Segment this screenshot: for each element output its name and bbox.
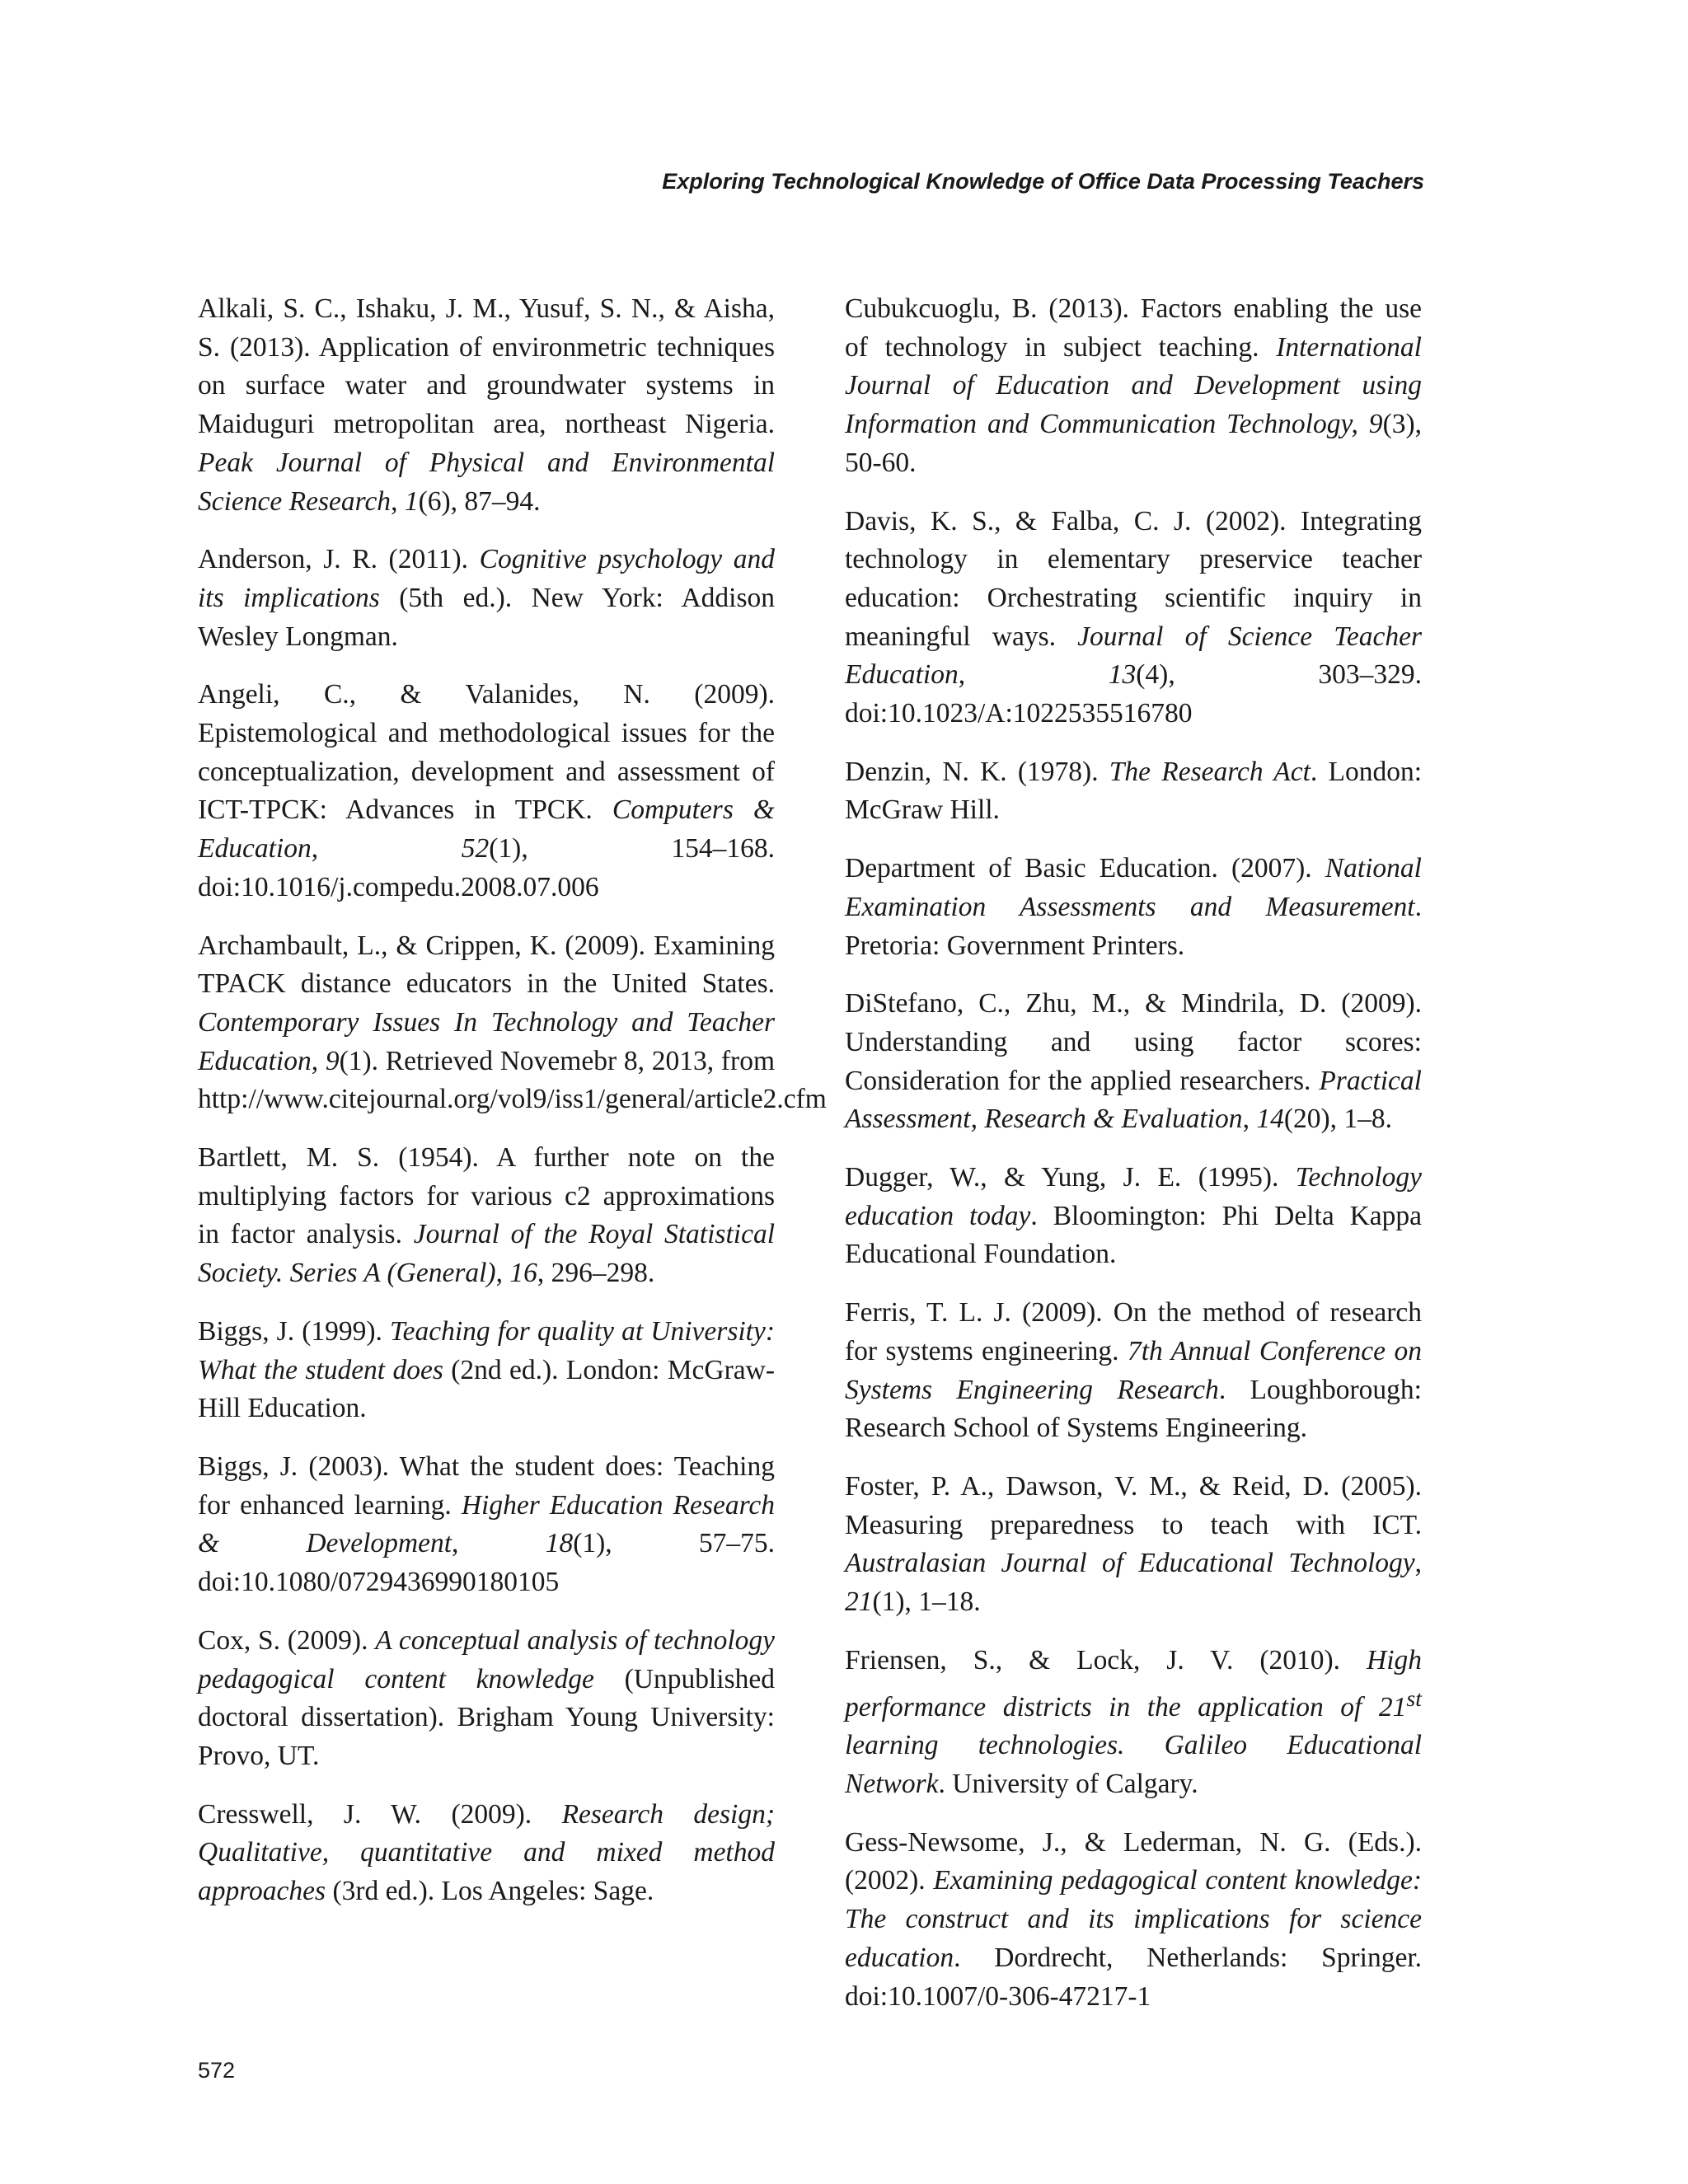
reference-column-left [198, 290, 827, 1931]
italic-title: 18 [545, 1528, 574, 1559]
italic-title: Cognitive psychology and its implications [198, 544, 775, 613]
italic-title: National Examination Assessments and Measurement [845, 853, 1422, 922]
italic-title: Australasian Journal of Educational Technology [845, 1548, 1415, 1579]
italic-title: Contemporary Issues In Technology and Teacher Education, 9 [198, 1006, 775, 1076]
italic-title: Computers & Education [198, 794, 775, 865]
italic-title: Higher Education Research & Development [198, 1489, 775, 1559]
reference-entry: Angeli, C., & Valanides, N. (2009). Epistemological and methodological issues for the conceptualization, development and assessment of ICT-TPCK: Advances in TPCK. Computers & Education, 52(1), 154–168. doi:10.1016/j.compedu.2008.07.006 [198, 679, 776, 902]
italic-title: 16 [509, 1258, 537, 1289]
italic-title: Examining pedagogical content knowledge: The construct and its implications for science education [845, 1865, 1422, 1973]
italic-title: Journal of Science Teacher Education [845, 621, 1422, 691]
italic-title: learning technologies. Galileo Educational Network [845, 1730, 1422, 1800]
italic-title: High performance districts in the application of 21 [845, 1644, 1422, 1722]
superscript-text: st [1406, 1685, 1422, 1712]
italic-title: Technology education today [845, 1162, 1422, 1231]
italic-title: The Research Act [1109, 756, 1311, 787]
reference-entry: Biggs, J. (1999). Teaching for quality at University: What the student does (2nd ed.). London: McGraw-Hill Education. [198, 1315, 775, 1424]
reference-entry: Biggs, J. (2003). What the student does: Teaching for enhanced learning. Higher Education Research & Development, 18(1), 57–75. doi:10.1080/0729436990180105 [198, 1451, 776, 1598]
reference-entry: Ferris, T. L. J. (2009). On the method of research for systems engineering. 7th Annual Conference on Systems Engineering Research. Loughborough: Research School of Systems Engineering. [845, 1297, 1422, 1444]
italic-title: 52 [461, 833, 490, 865]
reference-entry: Cox, S. (2009). A conceptual analysis of technology pedagogical content knowledge (Unpublished doctoral dissertation). Brigham Young University: Provo, UT. [198, 1624, 775, 1771]
italic-title: Teaching for quality at University: What the student does [198, 1315, 775, 1385]
reference-entry: Alkali, S. C., Ishaku, J. M., Yusuf, S. N., & Aisha, S. (2013). Application of environmetric techniques on surface water and groundwater systems in Maiduguri metropolitan area, northeast Nigeria. Peak Journal of Physical and Environmental Science Research, 1(6), 87–94. [198, 293, 775, 517]
italic-title: Journal of the Royal Statistical Society. Series A (General) [198, 1219, 776, 1289]
italic-title: 14 [1256, 1104, 1284, 1135]
reference-entry: Denzin, N. K. (1978). The Research Act. London: McGraw Hill. [845, 756, 1422, 826]
reference-entry: DiStefano, C., Zhu, M., & Mindrila, D. (2009). Understanding and using factor scores: Consideration for the applied researchers. Practical Assessment, Research & Evaluation, 14(20), 1–8. [845, 988, 1422, 1135]
italic-title: 1 [404, 485, 419, 517]
reference-entry: Cresswell, J. W. (2009). Research design; Qualitative, quantitative and mixed method approaches (3rd ed.). Los Angeles: Sage. [198, 1798, 775, 1907]
reference-entry: Bartlett, M. S. (1954). A further note on the multiplying factors for various c2 approximations in factor analysis. Journal of the Royal Statistical Society. Series A (General), 16, 296–298. [198, 1142, 776, 1289]
reference-entry: Gess-Newsome, J., & Lederman, N. G. (Eds.). (2002). Examining pedagogical content knowledge: The construct and its implications for science education. Dordrecht, Netherlands: Springer. doi:10.1007/0-306-47217-1 [845, 1826, 1422, 2012]
reference-column-right [845, 290, 1422, 2036]
italic-title: Research design; Qualitative, quantitative and mixed method approaches [198, 1798, 775, 1907]
reference-entry: Davis, K. S., & Falba, C. J. (2002). Integrating technology in elementary preservice teacher education: Orchestrating scientific inquiry in meaningful ways. Journal of Science Teacher Education, 13(4), 303–329. doi:10.1023/A:1022535516780 [845, 505, 1423, 729]
italic-title: A conceptual analysis of technology pedagogical content knowledge [198, 1624, 775, 1694]
italic-title: 13 [1108, 659, 1137, 691]
reference-entry: Department of Basic Education. (2007). National Examination Assessments and Measurement. Pretoria: Government Printers. [845, 853, 1422, 961]
reference-entry: Foster, P. A., Dawson, V. M., & Reid, D. (2005). Measuring preparedness to teach with ICT. Australasian Journal of Educational Technology, 21(1), 1–18. [845, 1470, 1422, 1618]
italic-title: 21 [845, 1586, 873, 1618]
reference-entry: Archambault, L., & Crippen, K. (2009). Examining TPACK distance educators in the United States. Contemporary Issues In Technology and Teacher Education, 9(1). Retrieved Novemebr 8, 2013, from http://www.citejournal.org/vol9/iss1/general/article2.cfm [198, 930, 827, 1115]
italic-title: 7th Annual Conference on Systems Engineering Research [845, 1335, 1422, 1405]
running-header: Exploring Technological Knowledge of Office Data Processing Teachers [662, 169, 1424, 194]
page-number: 572 [198, 2058, 236, 2083]
italic-title: International Journal of Education and Development using Information and Communication Technology, 9 [845, 331, 1422, 440]
italic-title: Practical Assessment, Research & Evaluation [845, 1065, 1422, 1135]
reference-entry: Friensen, S., & Lock, J. V. (2010). High performance districts in the application of 21st learning technologies. Galileo Educational Network. University of Calgary. [845, 1644, 1422, 1800]
reference-entry: Cubukcuoglu, B. (2013). Factors enabling the use of technology in subject teaching. International Journal of Education and Development using Information and Communication Technology, 9(3), 50-60. [845, 293, 1422, 478]
italic-title: Peak Journal of Physical and Environmental Science Research [198, 447, 775, 517]
reference-entry: Anderson, J. R. (2011). Cognitive psychology and its implications (5th ed.). New York: Addison Wesley Longman. [198, 544, 775, 652]
reference-entry: Dugger, W., & Yung, J. E. (1995). Technology education today. Bloomington: Phi Delta Kappa Educational Foundation. [845, 1162, 1422, 1270]
